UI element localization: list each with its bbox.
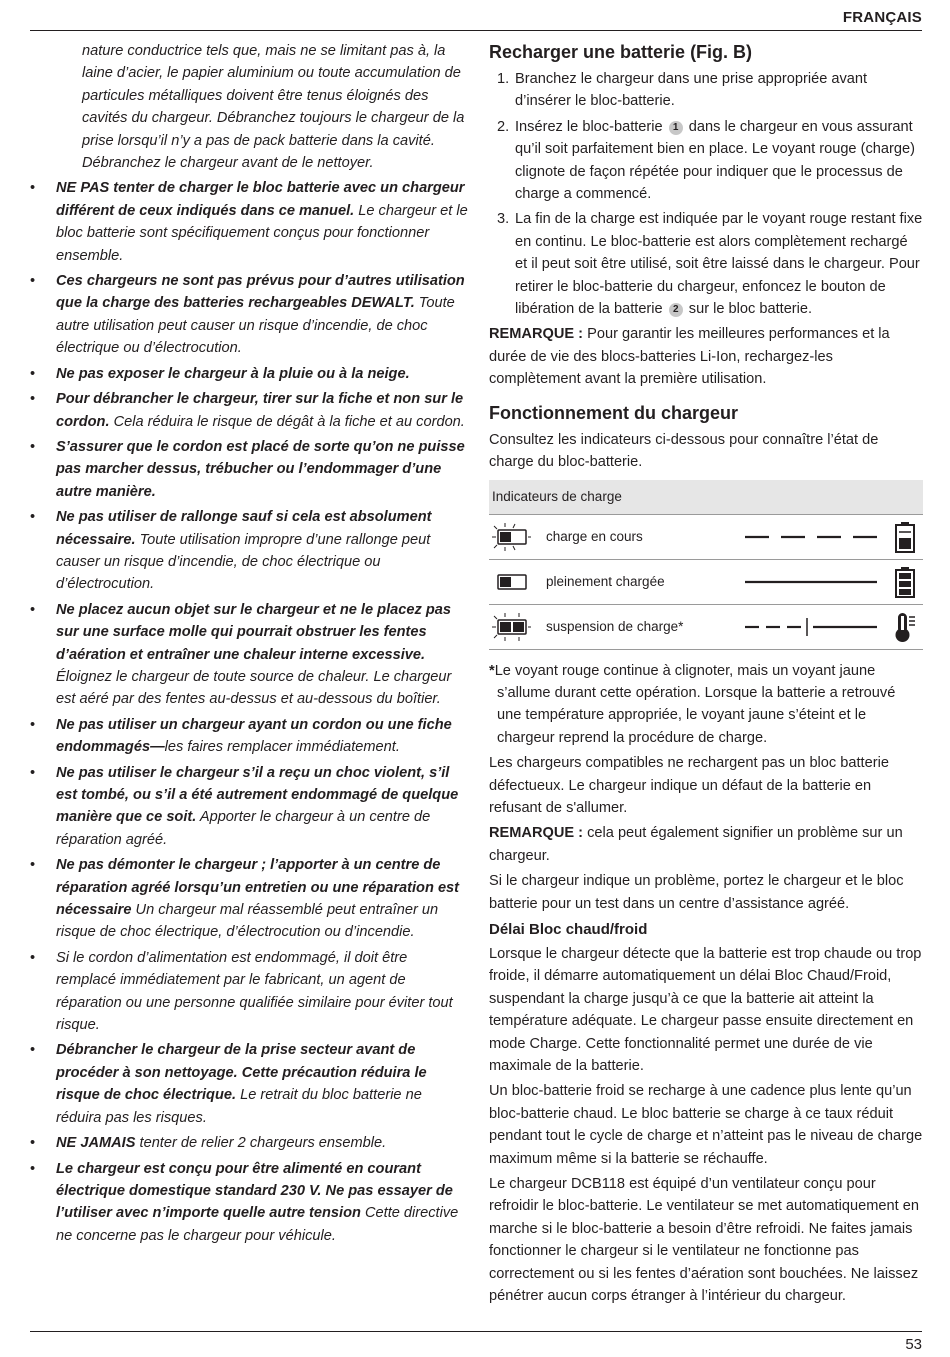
delay-heading: Délai Bloc chaud/froid (489, 920, 648, 938)
delay-paragraph: Lorsque le chargeur détecte que la batterie est trop chaude ou trop froide, il démarre automatiquement un délai Bloc Chaud/Froid, suspendant la charge jusqu’à ce que la batterie ait atteint la température adéquate. Le chargeur passe ensuite directement en mode Charge. Cette fonctionnalité permet une durée de vie maximale de la batterie. (489, 945, 922, 1074)
delay-paragraph: Le chargeur DCB118 est équipé d’un ventilateur conçu pour refroidir le bloc-batterie. Le ventilateur se met automatiquement en marche si le bloc-batterie a besoin d’être refroidi. Ne faites jamais fonctionner le chargeur si le ventilateur ne fonctionne pas correctement ou si les fentes d’aération sont bouchées. Ne laissez pénétrer aucun corps étranger à l’intérieur du chargeur. (489, 1176, 919, 1305)
bullet-bold: Ne pas exposer le chargeur à la pluie ou à la neige. (56, 365, 410, 382)
delay-light-pattern-icon (745, 617, 881, 637)
intro-paragraph: nature conductrice tels que, mais ne se limitant pas à, la laine d’acier, le papier aluminium ou toute accumulation de particules métalliques doivent être tenus éloignés des cavités du chargeur. Débranchez toujours le chargeur de la prise lorsqu’il n’y a pas de pack batterie dans la cavité. Débranchez le chargeur avant de le nettoyer. (82, 43, 465, 172)
bullet-item (30, 1158, 470, 1248)
bullet-bold: NE PAS tenter de charger le bloc batterie avec un chargeur différent de ceux indiqués dans ce manuel. (56, 180, 465, 219)
solid-light-pattern-icon (745, 572, 881, 592)
bullet-bold: Le chargeur est conçu pour être alimenté en courant électrique domestique standard 230 V. Ne pas essayer de l’utiliser avec n’importe quelle autre tension (56, 1160, 453, 1222)
step-text: Insérez le bloc-batterie (515, 118, 663, 135)
indicator-label: pleinement chargée (546, 573, 665, 589)
note-text: cela peut également signifier un problème sur un chargeur. (489, 825, 903, 864)
bullet-text: tenter de relier 2 chargeurs ensemble. (135, 1135, 387, 1152)
charger-blinking-icon (491, 521, 531, 553)
bullet-bold: S’assurer que le cordon est placé de sorte qu’on ne puisse pas marcher dessus, trébucher ou l’endommager d’une autre manière. (56, 438, 465, 500)
bullet-text: Le retrait du bloc batterie ne réduira pas les risques. (56, 1087, 422, 1126)
footnote (489, 660, 923, 750)
battery-full-icon (894, 566, 916, 598)
bullet-bold: Ne pas utiliser le chargeur s’il a reçu un choc violent, s’il est tombé, ou s’il a été autrement endommagé de quelque manière que ce soit. (56, 764, 459, 826)
step-text-cont: sur le bloc batterie. (688, 301, 813, 318)
step-item (489, 208, 923, 320)
indicator-label: suspension de charge* (546, 618, 684, 634)
bullet-item (30, 270, 470, 360)
bullet-text: Le chargeur et le bloc batterie sont spécifiquement conçus pour fonctionner ensemble. (56, 202, 468, 264)
step-text: Branchez le chargeur dans une prise appropriée avant d’insérer le bloc-batterie. (515, 71, 868, 110)
bullet-text: Toute utilisation impropre d’une rallonge peut causer un risque d’incendie, de choc électrique ou d’électrocution. (56, 531, 431, 593)
bullet-bold: Débrancher le chargeur de la prise secteur avant de procéder à son nettoyage. Cette précaution réduira le risque de choc électrique. (56, 1042, 427, 1104)
note-label: REMARQUE : (489, 825, 584, 842)
bullet-bold: Ne pas démonter le chargeur ; l’apporter à un centre de réparation agréé lorsqu’un entretien ou une réparation est nécessaire (56, 857, 460, 919)
bullet-item (30, 1132, 470, 1154)
step-item (489, 116, 923, 206)
callout-number-badge: 1 (669, 121, 683, 135)
bullet-item (30, 436, 470, 503)
bullet-item (30, 947, 470, 1037)
bullet-item (30, 388, 470, 433)
recharge-note (489, 323, 923, 390)
bullet-item (30, 714, 470, 759)
left-column (30, 40, 470, 1250)
note-text: Pour garantir les meilleures performances et la durée de vie des blocs-batteries Li-Ion, rechargez-les complètement avant la première utilisation. (489, 326, 890, 388)
operation-intro: Consultez les indicateurs ci-dessous pour connaître l’état de charge du bloc-batterie. (489, 431, 879, 471)
bullet-bold: Ces chargeurs ne sont pas prévus pour d’autres utilisation que la charge des batteries rechargeables DEWALT. (56, 273, 465, 312)
bullet-item (30, 506, 470, 596)
bullet-bold: Ne placez aucun objet sur le chargeur et ne le placez pas sur une surface molle qui pourrait obstruer les fentes d’aération et entraîner une chaleur interne excessive. (56, 601, 451, 663)
step-text-cont: dans le chargeur en vous assurant qu’il soit parfaitement bien en place. Le voyant rouge (charge) clignote de façon répétée pour indiquer que le processus de charge a commencé. (515, 118, 915, 203)
right-column (489, 40, 923, 1310)
bullet-item (30, 1039, 470, 1129)
thermometer-icon (894, 611, 916, 643)
footer-rule (30, 1331, 922, 1332)
bullet-text: Un chargeur mal réassemblé peut entraîner un risque de choc électrique, d’électrocution ou d’incendie. (56, 902, 439, 941)
bullet-item (30, 599, 470, 711)
callout-number-badge: 2 (669, 303, 683, 317)
delay-paragraph: Un bloc-batterie froid se recharge à une cadence plus lente qu’un bloc-batterie chaud. Le bloc batterie se charge à ce taux réduit pendant tout le cycle de charge et n’atteint pas le niveau de charge maximum même si la batterie se réchauffe. (489, 1083, 923, 1167)
indicator-row-delay (489, 605, 923, 649)
step-number: 2. (497, 118, 510, 135)
bullet-bold: Ne pas utiliser de rallonge sauf si cela est absolument nécessaire. (56, 509, 432, 548)
bullet-item (30, 177, 470, 267)
operation-paragraph: Si le chargeur indique un problème, portez le chargeur et le bloc batterie pour un test dans un centre d’assistance agréé. (489, 873, 904, 912)
bullet-text: Cela réduira le risque de dégât à la fiche et au cordon. (109, 413, 465, 430)
step-number: 1. (497, 71, 510, 87)
charge-indicator-table (489, 480, 923, 650)
operation-heading: Fonctionnement du chargeur (489, 402, 739, 423)
bullet-bold: Pour débrancher le chargeur, tirer sur la fiche et non sur le cordon. (56, 391, 464, 430)
operation-paragraph: Les chargeurs compatibles ne rechargent pas un bloc batterie défectueux. Le chargeur indique un défaut de la batterie en refusant de s'allumer. (489, 755, 889, 816)
battery-charging-icon (894, 521, 916, 553)
bullet-text: Apporter le chargeur à un centre de réparation agréé. (56, 809, 431, 848)
bullet-text: Si le cordon d’alimentation est endommagé, il doit être remplacé immédiatement par le fabricant, un agent de réparation ou une personne qualifiée similaire pour éviter tout risque. (56, 949, 453, 1034)
header-rule (30, 30, 922, 31)
recharge-heading: Recharger une batterie (Fig. B) (489, 42, 753, 62)
bullet-bold: Ne pas utiliser un chargeur ayant un cordon ou une fiche endommagés— (56, 716, 452, 756)
charger-double-light-icon (491, 611, 531, 643)
charger-steady-icon (491, 566, 531, 598)
recharge-steps (489, 68, 923, 320)
language-header: FRANÇAIS (842, 9, 922, 26)
bullet-text: Éloignez le chargeur de toute source de chaleur. Le chargeur est aéré par des fentes au-dessus et au-dessous du boîtier. (56, 668, 452, 708)
indicator-label: charge en cours (546, 528, 643, 544)
bullet-item (30, 762, 470, 852)
bullet-text: Cette directive ne concerne pas le chargeur pour véhicule. (56, 1205, 459, 1244)
step-item (489, 68, 923, 113)
bullet-text: Toute autre utilisation peut causer un risque d’incendie, de choc électrique ou d’électrocution. (56, 295, 455, 357)
bullet-bold: NE JAMAIS (56, 1135, 136, 1152)
footnote-mark: * (489, 662, 495, 679)
indicator-row-charged (489, 560, 923, 605)
safety-bullet-list (30, 177, 470, 1247)
step-number: 3. (497, 211, 510, 228)
bullet-item (30, 854, 470, 944)
footnote-text: Le voyant rouge continue à clignoter, mais un voyant jaune s’allume durant cette opération. Lorsque la batterie a retrouvé une température appropriée, le voyant jaune s’éteint et le chargeur reprend la procédure de charge. (494, 662, 896, 746)
bullet-item (30, 363, 470, 385)
bullet-text: les faires remplacer immédiatement. (164, 739, 400, 756)
note-label: REMARQUE : (489, 326, 584, 343)
operation-note (489, 822, 923, 867)
dashed-light-pattern-icon (745, 527, 881, 547)
page-number: 53 (905, 1336, 922, 1353)
step-text: La fin de la charge est indiquée par le voyant rouge restant fixe en continu. Le bloc-batterie est alors complètement rechargé et il peut soit être utilisé, soit être laissé dans le chargeur. Pour retirer le bloc-batterie du chargeur, enfoncez le bouton de libération de la batterie (515, 211, 923, 318)
indicator-table-header: Indicateurs de charge (489, 480, 923, 515)
indicator-row-charging (489, 515, 923, 560)
